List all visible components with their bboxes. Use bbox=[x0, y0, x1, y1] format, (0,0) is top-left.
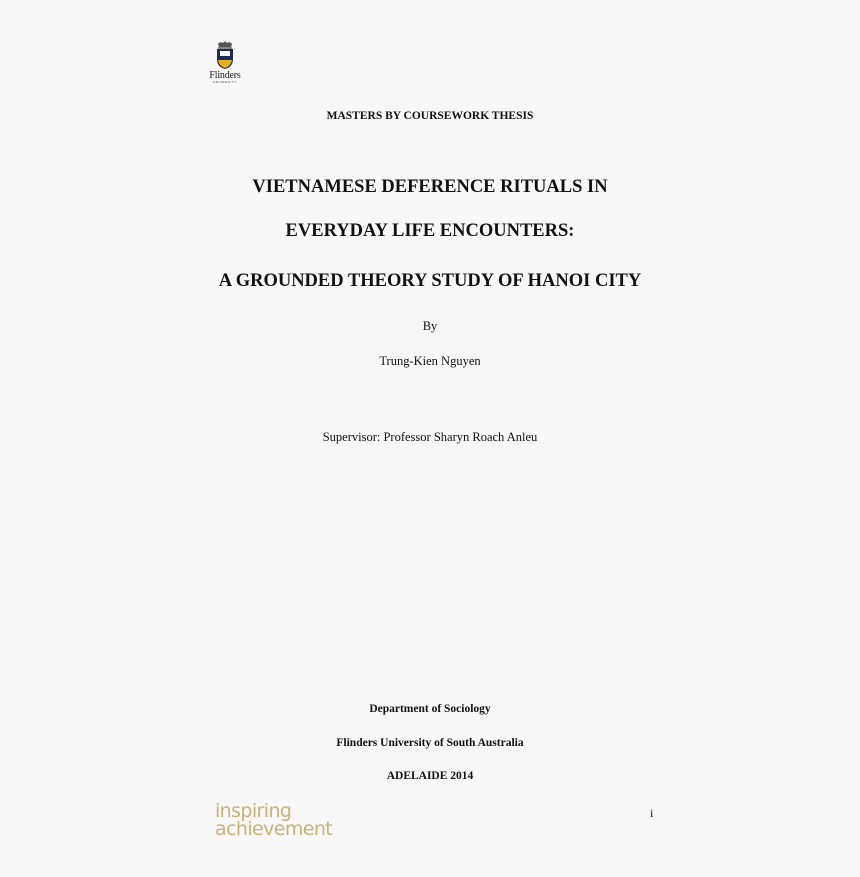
logo-subtitle: UNIVERSITY bbox=[212, 80, 237, 84]
logo-wordmark: Flinders bbox=[209, 70, 241, 81]
page-number: i bbox=[650, 806, 654, 820]
supervisor-line: Supervisor: Professor Sharyn Roach Anleu bbox=[322, 430, 538, 444]
title-line-1: VIETNAMESE DEFERENCE RITUALS IN bbox=[252, 177, 608, 197]
shield-crest-icon bbox=[214, 40, 236, 70]
tagline-line-2: achievement bbox=[215, 818, 333, 840]
by-label: By bbox=[422, 319, 438, 333]
tagline-line-1: inspiring bbox=[215, 800, 292, 822]
tagline bbox=[215, 802, 332, 838]
title-line-2: EVERYDAY LIFE ENCOUNTERS: bbox=[285, 221, 575, 241]
university-line: Flinders University of South Australia bbox=[336, 737, 524, 749]
thesis-type-heading: MASTERS BY COURSEWORK THESIS bbox=[326, 110, 534, 122]
university-logo bbox=[205, 40, 245, 88]
place-year-line: ADELAIDE 2014 bbox=[386, 770, 474, 782]
title-line-3: A GROUNDED THEORY STUDY OF HANOI CITY bbox=[218, 271, 642, 291]
author-name: Trung-Kien Nguyen bbox=[379, 354, 481, 368]
department-line: Department of Sociology bbox=[369, 703, 491, 715]
